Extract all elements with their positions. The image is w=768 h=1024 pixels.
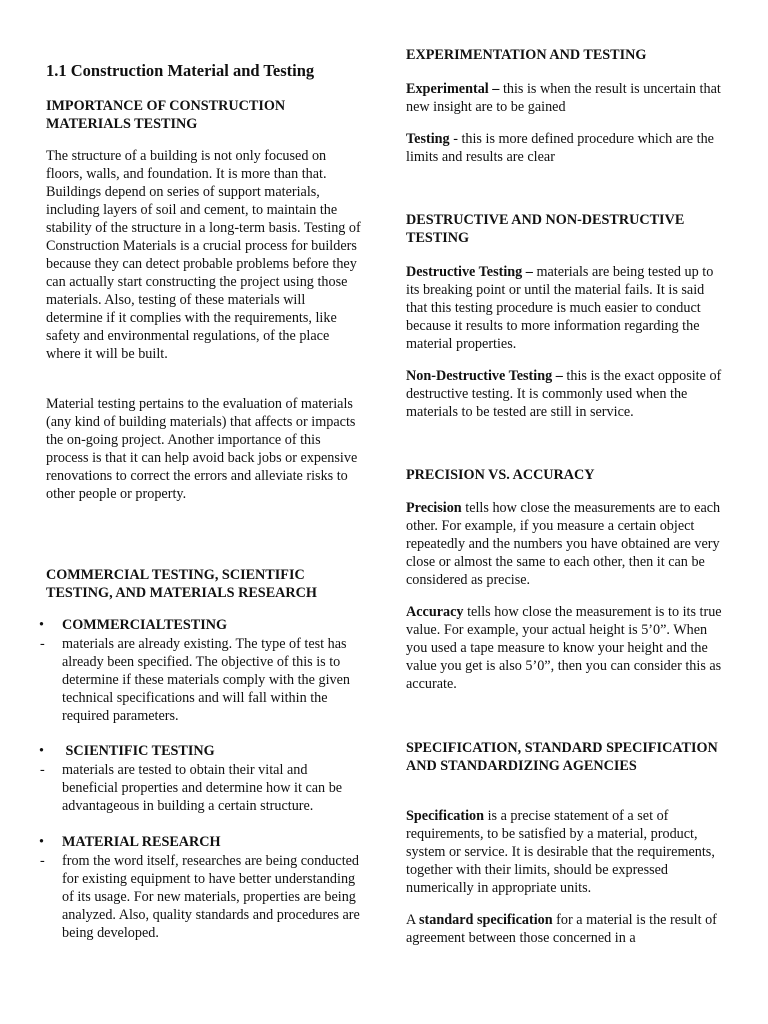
experimental-definition [406,80,724,116]
dash-marker: - [40,853,45,869]
standard-prefix: A [406,912,420,928]
standard-specification-definition [406,911,724,947]
bullet-marker: • [39,834,44,850]
commercial-heading: COMMERCIAL TESTING, SCIENTIFIC TESTING, AND MATERIALS RESEARCH [46,567,317,601]
precision-definition [406,499,724,589]
importance-heading: IMPORTANCE OF CONSTRUCTION MATERIALS TESTING [46,98,286,132]
bullet-title: MATERIAL RESEARCH [62,834,221,850]
specification-heading: SPECIFICATION, STANDARD SPECIFICATION AND STANDARDIZING AGENCIES [406,740,718,774]
accuracy-term: Accuracy [406,604,464,620]
nondestructive-term: Non-Destructive Testing – [406,368,563,384]
nondestructive-definition [406,367,724,421]
destructive-definition [406,263,724,353]
bullet-title: SCIENTIFIC TESTING [62,743,215,759]
dash-text: materials are tested to obtain their vital and beneficial properties and determine how it can be advantageous in building a certain structure. [62,762,343,814]
testing-term: Testing [406,131,450,147]
accuracy-definition [406,603,724,693]
bullet-marker: • [39,743,44,759]
nondestructive-text: this is the exact opposite of destructive testing. It is commonly used when the materials to be tested are still in service. [406,368,722,420]
experimental-term: Experimental – [406,81,500,97]
accuracy-text: tells how close the measurement is to its true value. For example, your actual height is 5’0”. When you used a tape measure to know your height and the value you get is also 5’0”, then you can consider this as accurate. [406,604,722,692]
importance-paragraph-2: Material testing pertains to the evaluation of materials (any kind of building materials) that affects or impacts the on-going project. Another importance of this process is that it can help avoid back jobs or expensive renovations to correct the errors and alleviate risks to other people or property. [46,396,358,502]
dash-marker: - [40,636,45,652]
experimental-text: this is when the result is uncertain that new insight are to be gained [406,81,721,115]
importance-paragraph-1: The structure of a building is not only focused on floors, walls, and foundation. It is more than that. Buildings depend on series of support materials, including layers of soil and cement, to maintain the stability of the structure in a long-term basis. Testing of Construction Materials is a crucial process for builders because they can detect probable problems before they can actually start constructing the project using those materials. Also, testing of these materials will determine if it complies with the requirements, like safety and environmental regulations, of the place where it will be built. [46,148,361,362]
destructive-term: Destructive Testing – [406,264,533,280]
standard-term: standard specification [419,912,553,928]
experimentation-heading: EXPERIMENTATION AND TESTING [406,47,647,63]
dash-text: from the word itself, researches are being conducted for existing equipment to have better understanding of its usage. For new materials, properties are being analyzed. Also, quality standards and procedures are being developed. [62,853,360,941]
dash-marker: - [40,762,45,778]
dash-text: materials are already existing. The type of test has already been specified. The objective of this is to determine if these materials comply with the given technical specifications and will fall within the required parameters. [62,636,350,724]
precision-text: tells how close the measurements are to each other. For example, if you measure a certain object repeatedly and the numbers you have obtained are very close or almost the same to each other, then it can be considered as precise. [406,500,721,588]
testing-definition [406,130,724,166]
standard-text: for a material is the result of agreement between those concerned in a [406,912,717,946]
destructive-heading: DESTRUCTIVE AND NON-DESTRUCTIVE TESTING [406,212,685,246]
specification-definition [406,807,724,897]
precision-heading: PRECISION VS. ACCURACY [406,467,595,483]
page-title: 1.1 Construction Material and Testing [46,61,315,80]
bullet-title: COMMERCIALTESTING [62,617,228,633]
testing-text: - this is more defined procedure which are the limits and results are clear [406,131,714,165]
precision-term: Precision [406,500,462,516]
specification-text: is a precise statement of a set of requirements, to be satisfied by a material, product, system or service. It is desirable that the requirements, together with their limits, should be expressed numerically in appropriate units. [406,808,715,896]
destructive-text: materials are being tested up to its breaking point or until the material fails. It is said that this testing procedure is much easier to conduct because it results to more information regarding the material properties. [406,264,714,352]
specification-term: Specification [406,808,485,824]
bullet-marker: • [39,617,44,633]
